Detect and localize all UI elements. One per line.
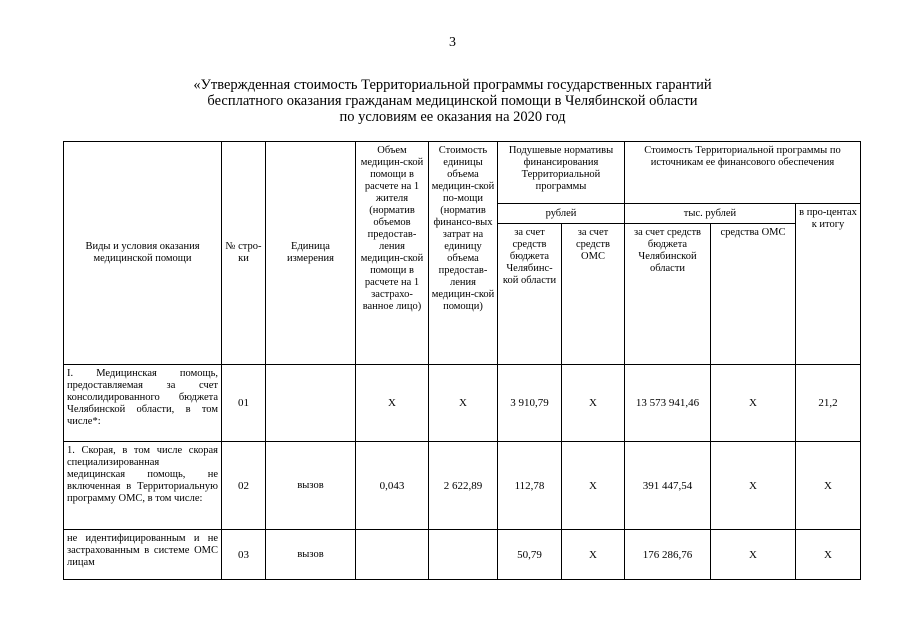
row-pc-budget: 3 910,79 bbox=[498, 365, 562, 442]
header-unit: Единица измерения bbox=[266, 142, 356, 365]
row-unit: вызов bbox=[266, 442, 356, 530]
row-cost bbox=[429, 530, 498, 580]
header-pc-budget: за счет средств бюджета Челябинс-кой области bbox=[498, 224, 562, 365]
row-budget-total: 391 447,54 bbox=[625, 442, 711, 530]
row-name: I. Медицинская помощь, предоставляемая за счет консолидированного бюджета Челябинской области, в том числе*: bbox=[64, 365, 222, 442]
row-budget-total: 13 573 941,46 bbox=[625, 365, 711, 442]
row-pc-oms: X bbox=[562, 442, 625, 530]
header-unit-cost: Стоимость единицы объема медицин-ской по-мощи (норматив финансо-вых затрат на единицу объема предостав-ления медицин-ской помощи) bbox=[429, 142, 498, 365]
row-volume: X bbox=[356, 365, 429, 442]
header-kinds: Виды и условия оказания медицинской помощи bbox=[64, 142, 222, 365]
table-row bbox=[64, 365, 861, 442]
row-unit: вызов bbox=[266, 530, 356, 580]
page-number: 3 bbox=[449, 35, 456, 50]
row-volume bbox=[356, 530, 429, 580]
row-percent: X bbox=[796, 530, 861, 580]
header-rubles: рублей bbox=[498, 204, 625, 224]
row-name: не идентифицированным и не застрахованным в системе ОМС лицам bbox=[64, 530, 222, 580]
header-percent-total: в про-центах к итогу bbox=[796, 204, 861, 365]
row-cost: 2 622,89 bbox=[429, 442, 498, 530]
row-percent: 21,2 bbox=[796, 365, 861, 442]
row-pc-oms: X bbox=[562, 530, 625, 580]
row-budget-total: 176 286,76 bbox=[625, 530, 711, 580]
header-thousand-rubles: тыс. рублей bbox=[625, 204, 796, 224]
header-program-cost: Стоимость Территориальной программы по источникам ее финансового обеспечения bbox=[625, 142, 861, 204]
title-line-1: «Утвержденная стоимость Территориальной программы государственных гарантий bbox=[193, 77, 712, 93]
header-oms-cost: средства ОМС bbox=[711, 224, 796, 365]
cost-table bbox=[63, 141, 861, 580]
row-volume: 0,043 bbox=[356, 442, 429, 530]
row-cost: X bbox=[429, 365, 498, 442]
row-pc-oms: X bbox=[562, 365, 625, 442]
row-unit bbox=[266, 365, 356, 442]
row-number: 01 bbox=[222, 365, 266, 442]
header-volume: Объем медицин-ской помощи в расчете на 1 жителя (норматив объемов предостав-ления медицин-ской помощи в расчете на 1 застрахо-ванное лицо) bbox=[356, 142, 429, 365]
title-line-2: бесплатного оказания гражданам медицинской помощи в Челябинской области bbox=[207, 93, 698, 109]
row-oms-total: X bbox=[711, 365, 796, 442]
document-title bbox=[150, 77, 755, 125]
header-row-number: № стро-ки bbox=[222, 142, 266, 365]
row-pc-budget: 50,79 bbox=[498, 530, 562, 580]
row-oms-total: X bbox=[711, 530, 796, 580]
row-number: 02 bbox=[222, 442, 266, 530]
table-row bbox=[64, 530, 861, 580]
table-row bbox=[64, 442, 861, 530]
row-oms-total: X bbox=[711, 442, 796, 530]
header-pc-oms: за счет средств ОМС bbox=[562, 224, 625, 365]
row-percent: X bbox=[796, 442, 861, 530]
header-budget-cost: за счет средств бюджета Челябинской области bbox=[625, 224, 711, 365]
row-name: 1. Скорая, в том числе скорая специализированная медицинская помощь, не включенная в Территориальную программу ОМС, в том числе: bbox=[64, 442, 222, 530]
header-per-capita: Подушевые нормативы финансирования Территориальной программы bbox=[498, 142, 625, 204]
row-number: 03 bbox=[222, 530, 266, 580]
title-line-3: по условиям ее оказания на 2020 год bbox=[339, 109, 566, 125]
row-pc-budget: 112,78 bbox=[498, 442, 562, 530]
